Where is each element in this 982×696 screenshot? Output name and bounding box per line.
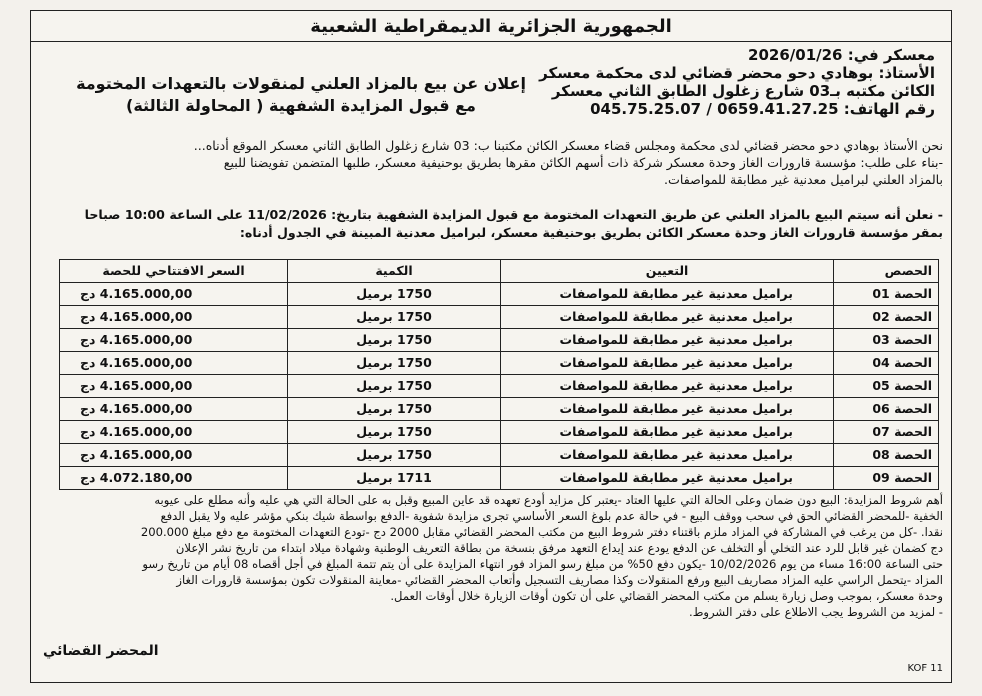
office-line: الكائن مكتبه بـ03 شارع زغلول الطابق الثاني معسكر bbox=[551, 82, 935, 100]
body-line-4: - نعلن أنه سيتم البيع بالمزاد العلني عن طريق التعهدات المختومة مع قبول المزايدة الشفهية بتاريخ: 11/02/2026 على الساعة 10:00 صباحا bbox=[84, 207, 943, 222]
table-row bbox=[60, 352, 939, 375]
header-quantity: الكمية bbox=[288, 260, 501, 283]
price-cell: 4.165.000,00 دج bbox=[60, 352, 288, 375]
lot-cell: الحصة 07 bbox=[834, 421, 939, 444]
republic-title: الجمهورية الجزائرية الديمقراطية الشعبية bbox=[31, 13, 951, 42]
body-line-2: -بناء على طلب: مؤسسة قارورات الغاز وحدة معسكر شركة ذات أسهم الكائن مقرها بطريق بوحنيفية معسكر، طلبها المتضمن تفويضنا للبيع bbox=[223, 155, 943, 170]
price-cell: 4.165.000,00 دج bbox=[60, 398, 288, 421]
designation-cell: براميل معدنية غير مطابقة للمواصفات bbox=[501, 329, 834, 352]
price-cell: 4.165.000,00 دج bbox=[60, 283, 288, 306]
lot-cell: الحصة 09 bbox=[834, 467, 939, 490]
conditions-line-4: دج كضمان غير قابل للرد عند التخلي أو التخلف عن الدفع يودع عند إيداع التعهد مرفق بنسخة من بطاقة التعريف الوطنية وشهادة ميلاد ابتداء من تاريخ نشر الإعلان bbox=[175, 541, 943, 555]
designation-cell: براميل معدنية غير مطابقة للمواصفات bbox=[501, 467, 834, 490]
price-cell: 4.165.000,00 دج bbox=[60, 306, 288, 329]
table-row bbox=[60, 283, 939, 306]
announcement-subtitle: مع قبول المزايدة الشفهية ( المحاولة الثالثة) bbox=[126, 96, 476, 115]
table-row bbox=[60, 329, 939, 352]
conditions-line-3: نقدا. -كل من يرغب في المشاركة في المزاد ملزم باقتناء دفتر شروط البيع من مكتب المحضر القضائي مقابل 2000 دج -تودع التعهدات المختومة مع دفع مبلغ 200.000 bbox=[140, 525, 943, 539]
phone-line: رقم الهاتف: 0659.41.27.25 / 045.75.25.07 bbox=[590, 100, 935, 118]
quantity-cell: 1750 برميل bbox=[288, 421, 501, 444]
date-line: معسكر في: 2026/01/26 bbox=[748, 46, 935, 64]
quantity-cell: 1750 برميل bbox=[288, 329, 501, 352]
lot-cell: الحصة 02 bbox=[834, 306, 939, 329]
quantity-cell: 1711 برميل bbox=[288, 467, 501, 490]
quantity-cell: 1750 برميل bbox=[288, 444, 501, 467]
quantity-cell: 1750 برميل bbox=[288, 375, 501, 398]
lot-cell: الحصة 08 bbox=[834, 444, 939, 467]
body-line-3: بالمزاد العلني لبراميل معدنية غير مطابقة للمواصفات. bbox=[664, 172, 943, 187]
table-row bbox=[60, 398, 939, 421]
lots-table bbox=[59, 259, 939, 490]
notice-frame bbox=[30, 10, 952, 683]
bailiff-line: الأستاذ: بوهادي دحو محضر قضائي لدى محكمة معسكر bbox=[539, 64, 935, 82]
conditions-line-7: وحدة معسكر، بموجب وصل زيارة يسلم من مكتب المحضر القضائي على أن تكون أوقات الزيارة خلال أوقات العمل. bbox=[390, 589, 943, 603]
conditions-line-8: - لمزيد من الشروط يجب الاطلاع على دفتر الشروط. bbox=[689, 605, 943, 619]
lot-cell: الحصة 01 bbox=[834, 283, 939, 306]
designation-cell: براميل معدنية غير مطابقة للمواصفات bbox=[501, 306, 834, 329]
table-row bbox=[60, 306, 939, 329]
announcement-title: إعلان عن بيع بالمزاد العلني لمنقولات بالتعهدات المختومة bbox=[76, 74, 526, 93]
lot-cell: الحصة 04 bbox=[834, 352, 939, 375]
conditions-line-5: حتى الساعة 16:00 مساء من يوم 10/02/2026 -يكون دفع 50% من مبلغ رسو المزاد فور انتهاء المزايدة على أن يتم تتمة المبلغ في أجل أقصاه 08 أيام من تاريخ رسو bbox=[142, 557, 943, 571]
table-row bbox=[60, 467, 939, 490]
table-row bbox=[60, 444, 939, 467]
conditions-line-1: أهم شروط المزايدة: البيع دون ضمان وعلى الحالة التي عليها العتاد -يعتبر كل مزايد أودع تعهده قد عاين المبيع وقبل به على الحالة التي هي عليه وأنه مطلع على عيوبه bbox=[154, 493, 943, 507]
body-line-5: بمقر مؤسسة قارورات الغاز وحدة معسكر الكائن بطريق بوحنيفية معسكر، لبراميل معدنية المبينة في الجدول أدناه: bbox=[239, 225, 943, 240]
designation-cell: براميل معدنية غير مطابقة للمواصفات bbox=[501, 352, 834, 375]
price-cell: 4.165.000,00 دج bbox=[60, 375, 288, 398]
table-row bbox=[60, 375, 939, 398]
designation-cell: براميل معدنية غير مطابقة للمواصفات bbox=[501, 375, 834, 398]
conditions-line-2: الخفية -للمحضر القضائي الحق في سحب ووقف البيع - في حالة عدم بلوغ السعر الأساسي تجرى مزايدة شفوية -الدفع بواسطة شيك بنكي مؤشر عليه ولا يقبل الدفع bbox=[160, 509, 943, 523]
body-line-1: نحن الأستاذ بوهادي دحو محضر قضائي لدى محكمة ومجلس قضاء معسكر الكائن مكتبنا ب: 03 شارع زغلول الطابق الثاني معسكر الموقع أدناه... bbox=[193, 138, 943, 153]
quantity-cell: 1750 برميل bbox=[288, 352, 501, 375]
bailiff-signature: المحضر القضائي bbox=[43, 643, 159, 659]
table-header-row bbox=[60, 260, 939, 283]
designation-cell: براميل معدنية غير مطابقة للمواصفات bbox=[501, 398, 834, 421]
publication-code: KOF 11 bbox=[907, 663, 943, 674]
lot-cell: الحصة 06 bbox=[834, 398, 939, 421]
header-opening-price: السعر الافتتاحي للحصة bbox=[60, 260, 288, 283]
designation-cell: براميل معدنية غير مطابقة للمواصفات bbox=[501, 283, 834, 306]
quantity-cell: 1750 برميل bbox=[288, 283, 501, 306]
price-cell: 4.165.000,00 دج bbox=[60, 421, 288, 444]
header-lots: الحصص bbox=[834, 260, 939, 283]
lot-cell: الحصة 03 bbox=[834, 329, 939, 352]
price-cell: 4.165.000,00 دج bbox=[60, 444, 288, 467]
conditions-line-6: المزاد -يتحمل الراسي عليه المزاد مصاريف البيع ورفع المنقولات وكذا مصاريف التسجيل وأتعاب المحضر القضائي -معاينة المنقولات تكون بمؤسسة قارورات الغاز bbox=[176, 573, 943, 587]
table-row bbox=[60, 421, 939, 444]
price-cell: 4.072.180,00 دج bbox=[60, 467, 288, 490]
header-designation: التعيين bbox=[501, 260, 834, 283]
price-cell: 4.165.000,00 دج bbox=[60, 329, 288, 352]
quantity-cell: 1750 برميل bbox=[288, 306, 501, 329]
designation-cell: براميل معدنية غير مطابقة للمواصفات bbox=[501, 444, 834, 467]
quantity-cell: 1750 برميل bbox=[288, 398, 501, 421]
designation-cell: براميل معدنية غير مطابقة للمواصفات bbox=[501, 421, 834, 444]
lot-cell: الحصة 05 bbox=[834, 375, 939, 398]
